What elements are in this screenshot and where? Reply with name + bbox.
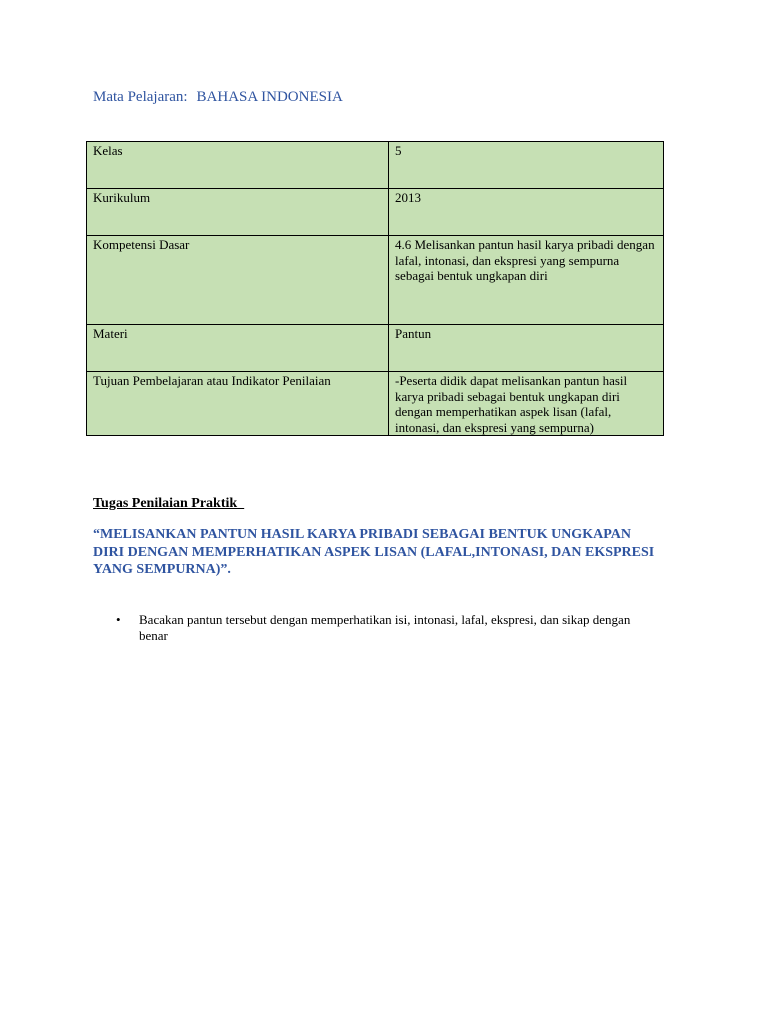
row-label: Kurikulum bbox=[87, 189, 389, 236]
table-row-kelas bbox=[87, 142, 664, 189]
row-label: Materi bbox=[87, 325, 389, 372]
row-label: Kompetensi Dasar bbox=[87, 236, 389, 325]
bullet-icon: • bbox=[116, 612, 121, 627]
row-value: Pantun bbox=[389, 325, 664, 372]
row-value: 2013 bbox=[389, 189, 664, 236]
row-label: Kelas bbox=[87, 142, 389, 189]
subject-label: Mata Pelajaran: bbox=[93, 89, 188, 105]
table-row-materi bbox=[87, 325, 664, 372]
table-row-kurikulum bbox=[87, 189, 664, 236]
task-title: Tugas Penilaian Praktik bbox=[93, 496, 245, 511]
row-value: -Peserta didik dapat melisankan pantun hasil karya pribadi sebagai bentuk ungkapan diri dengan memperhatikan aspek lisan (lafal, intonasi, dan ekspresi yang sempurna) bbox=[389, 372, 664, 436]
subject-heading bbox=[93, 88, 343, 106]
row-value: 4.6 Melisankan pantun hasil karya pribadi dengan lafal, intonasi, dan ekspresi yang sempurna sebagai bentuk ungkapan diri bbox=[389, 236, 664, 325]
row-value: 5 bbox=[389, 142, 664, 189]
table-row-tujuan bbox=[87, 372, 664, 436]
row-label: Tujuan Pembelajaran atau Indikator Penilaian bbox=[87, 372, 389, 436]
subject-value: BAHASA INDONESIA bbox=[196, 89, 343, 105]
task-quote: “MELISANKAN PANTUN HASIL KARYA PRIBADI SEBAGAI BENTUK UNGKAPAN DIRI DENGAN MEMPERHATIKAN ASPEK LISAN (LAFAL,INTONASI, DAN EKSPRESI YANG SEMPURNA)”. bbox=[93, 527, 655, 577]
instruction-text: Bacakan pantun tersebut dengan memperhatikan isi, intonasi, lafal, ekspresi, dan sikap dengan benar bbox=[139, 612, 631, 643]
info-table bbox=[86, 141, 664, 436]
list-item bbox=[112, 612, 652, 644]
instruction-list bbox=[112, 612, 652, 644]
table-row-kompetensi-dasar bbox=[87, 236, 664, 325]
